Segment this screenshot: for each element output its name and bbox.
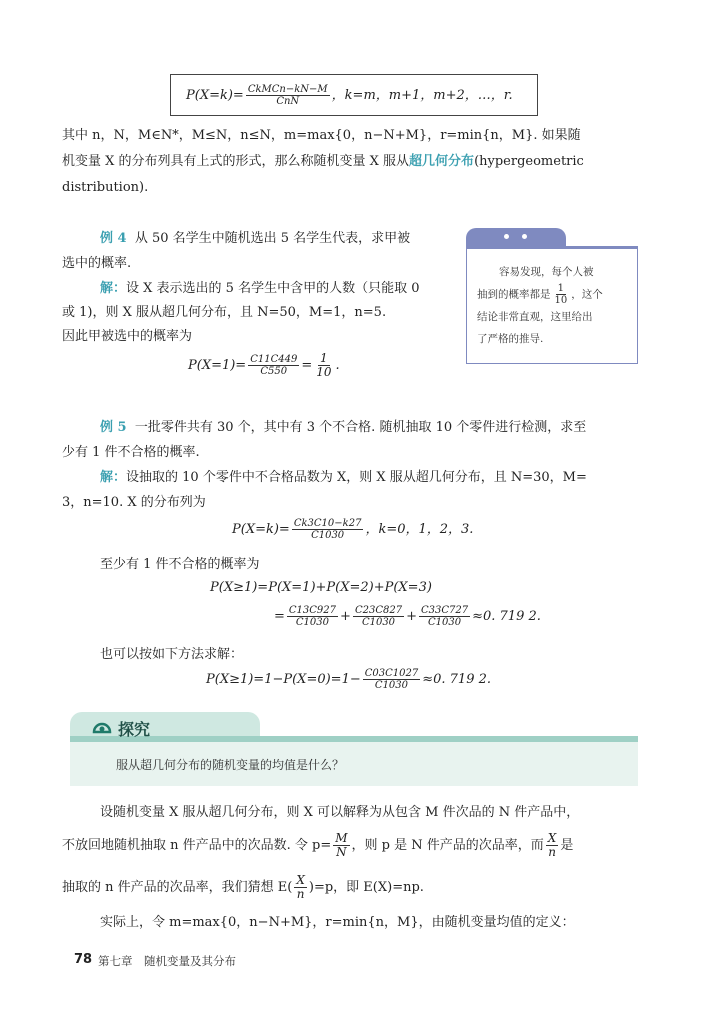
example-4-question-line-1: 例 4 从 50 名学生中随机选出 5 名学生代表，求甲被 <box>100 231 411 246</box>
probability-sum-line: P(X≥1)=P(X=1)+P(X=2)+P(X=3) <box>210 580 432 595</box>
intro-line-2: 机变量 X 的分布列具有上式的形式，那么称随机变量 X 服从超几何分布(hypergeometric <box>62 154 584 169</box>
example-5-solution-line-3: 至少有 1 件不合格的概率为 <box>100 557 260 572</box>
example-4-solution-line-1: 解：设 X 表示选出的 5 名学生中含甲的人数（只能取 0 <box>100 281 420 296</box>
closing-line-3: 抽取的 n 件产品的次品率，我们猜想 E( $\frac{X}{n}$ )=p，即 E(X)=np. <box>62 873 424 902</box>
page-number: 78 <box>74 952 93 967</box>
distribution-formula: P(X=k)= $\frac{Ck3C10-k27}{C1030}$ ，k=0，1，2，3. <box>232 518 474 541</box>
example-5-solution-line-1: 解：设抽取的 10 个零件中不合格品数为 X，则 X 服从超几何分布，且 N=30，M= <box>100 470 587 485</box>
example-5-solution-line-4: 也可以按如下方法求解： <box>100 647 244 662</box>
solution-label: 解： <box>100 281 127 296</box>
chapter-title: 第七章 随机变量及其分布 <box>98 954 236 968</box>
example-4-formula: P(X=1)= $\frac{C11C449}{C550}$ = $\frac{1}{10}$ . <box>188 351 340 380</box>
term-hypergeometric: 超几何分布 <box>409 154 475 169</box>
hypergeometric-formula: P(X=k)= $\frac{\text{CkMCn−kN−M}}{\text{CnN}}$ ，k=m，m+1，m+2，…，r. <box>186 84 513 107</box>
example-5-solution-line-2: 3，n=10. X 的分布列为 <box>62 495 206 510</box>
side-note-tab <box>466 228 566 246</box>
closing-line-2: 不放回地随机抽取 n 件产品中的次品数. 令 p= $\frac{M}{N}$ ，则 p 是 N 件产品的次品率，而 $\frac{X}{n}$ 是 <box>62 831 574 860</box>
example-5-label: 例 5 <box>100 420 127 435</box>
side-note-body: 容易发现，每个人被 抽到的概率都是 $\frac{1}{10}$ ，这个 结论非常直观，这里给出 了严格的推导. <box>466 246 638 364</box>
explore-title: 探究 <box>118 720 151 739</box>
example-5-question-line-2: 少有 1 件不合格的概率. <box>62 445 200 460</box>
example-4-label: 例 4 <box>100 231 127 246</box>
intro-line-3: distribution). <box>62 180 149 195</box>
explore-question: 服从超几何分布的随机变量的均值是什么？ <box>116 758 345 772</box>
closing-line-1: 设随机变量 X 服从超几何分布，则 X 可以解释为从包含 M 件次品的 N 件产品中， <box>100 805 580 820</box>
example-4-question-line-2: 选中的概率. <box>62 256 132 271</box>
probability-sum-values: = $\frac{C13C927}{C1030}$ + $\frac{C23C827}{C1030}$ + $\frac{C33C727}{C1030}$ ≈0. 719 2. <box>274 605 541 628</box>
closing-line-4: 实际上，令 m=max{0，n−N+M}，r=min{n，M}，由随机变量均值的定义： <box>100 915 575 930</box>
example-5-question-line-1: 例 5 一批零件共有 30 个，其中有 3 个不合格. 随机抽取 10 个零件进行检测，求至 <box>100 420 587 435</box>
example-4-solution-line-2: 或 1)，则 X 服从超几何分布，且 N=50，M=1，n=5. <box>62 305 387 320</box>
alternative-formula: P(X≥1)=1−P(X=0)=1− $\frac{C03C1027}{C1030}$ ≈0. 719 2. <box>206 668 491 691</box>
explore-icon <box>92 718 112 736</box>
intro-line-1: 其中 n，N，M∈N*，M≤N，n≤N，m=max{0，n−N+M}，r=min{n，M}. 如果随 <box>62 128 581 143</box>
side-note <box>466 228 638 364</box>
example-4-solution-line-3: 因此甲被选中的概率为 <box>62 329 193 344</box>
